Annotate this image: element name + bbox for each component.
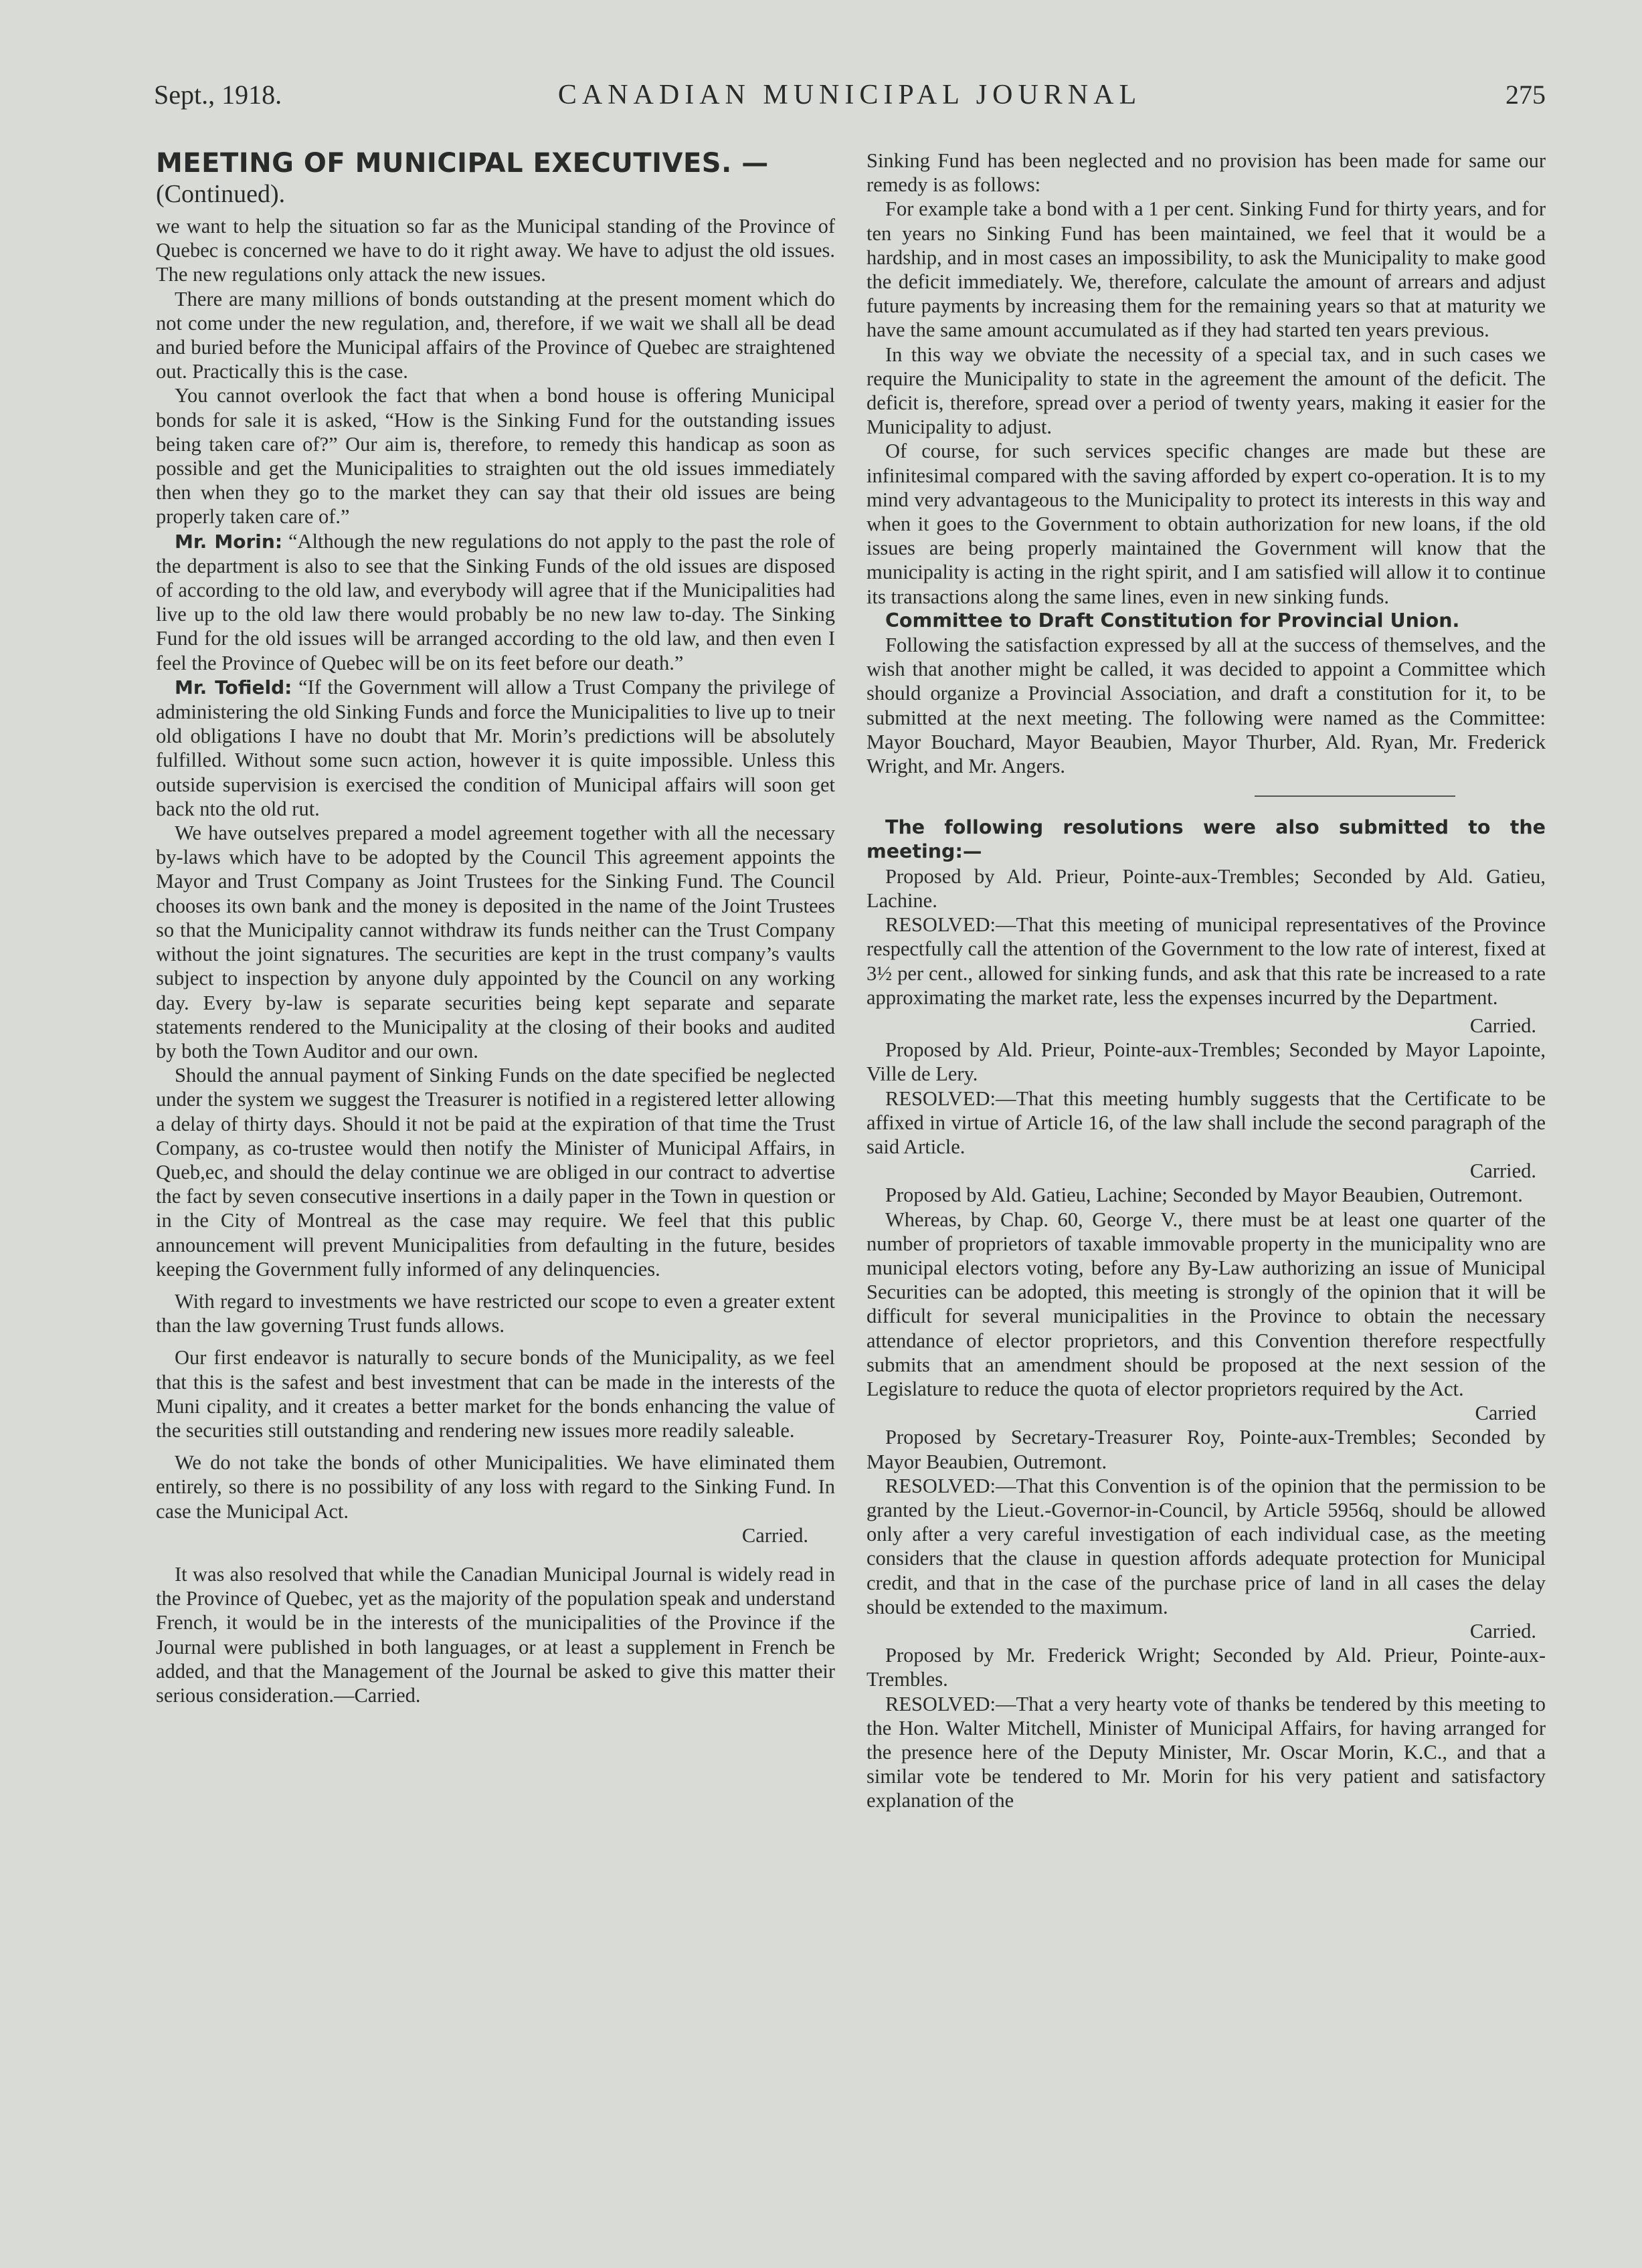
carried-label: Carried.: [741, 1523, 808, 1547]
paragraph: Our first endeavor is naturally to secure bonds of the Municipality, as we feel that this is the safest and best investment that can be made in the interests of the Muni cipality, and it creates a better market for the bonds enhancing the value of the securities still outstanding and rendering new issues more readily saleable.: [156, 1346, 835, 1442]
carried-label: Carried.: [1469, 1159, 1536, 1183]
section-divider: [1255, 795, 1455, 797]
section-heading-committee: Committee to Draft Constitution for Provincial Union.: [885, 609, 1460, 632]
speaker-name: Mr. Morin:: [175, 530, 283, 553]
speaker-name: Mr. Tofield:: [175, 676, 292, 698]
paragraph: It was also resolved that while the Canadian Municipal Journal is widely read in the Province of Quebec, yet as the majority of the population speak and understand French, it would be in the interests of the municipalities of the Province if the Journal were published in both languages, or at least a supplement in French be added, and that the Management of the Journal be asked to give this matter their serious consideration.—Carried.: [156, 1562, 835, 1707]
resolution-proposed: Proposed by Secretary-Treasurer Roy, Pointe-aux-Trembles; Seconded by Mayor Beaubien, Outremont.: [866, 1426, 1546, 1473]
paragraph: There are many millions of bonds outstanding at the present moment which do not come under the new regulation, and, therefore, if we wait we shall all be dead and buried before the Municipal affairs of the Province of Quebec are straightened out. Practically this is the case.: [156, 287, 835, 383]
speech-text: “If the Government will allow a Trust Company the privilege of administering the old Sinking Funds and force the Municipalities to live up to tneir old obligations I have no doubt that Mr. Morin’s predictions will be absolutely fulfilled. Without some sucn action, however it is quite impossible. Unless this outside supervision is exercised the condition of Municipal affairs will soon get back nto the old rut.: [156, 675, 835, 820]
resolution-text: Whereas, by Chap. 60, George V., there must be at least one quarter of the number of proprietors of taxable immovable property in the municipality wno are municipal electors voting, before any By-Law authorizing an issue of Municipal Securities can be adopted, this meeting is strongly of the opinion that it will be difficult for several municipalities in the Province to obtain the necessary attendance of elector proprietors, and this Convention therefore respectfully submits that an amendment should be proposed at the next session of the Legislature to reduce the quota of elector proprietors required by the Act.: [866, 1208, 1546, 1400]
resolution-text: RESOLVED:—That a very hearty vote of thanks be tendered by this meeting to the Hon. Walter Mitchell, Minister of Municipal Affairs, for having arranged for the presence here of the Deputy Minister, Mr. Oscar Morin, K.C., and that a similar vote be tendered to Mr. Morin for his very patient and satisfactory explanation of the: [866, 1692, 1546, 1812]
speech-text: “Although the new regulations do not apply to the past the role of the department is also to see that the Sinking Funds of the old issues are disposed of according to the old law, and everybody will agree that if the Municipalities had live up to the old law there would probably be no new law to-day. The Sinking Fund for the old issues will be arranged according to the old law, and then even I feel the Province of Quebec will be on its feet before our death.”: [156, 529, 835, 674]
carried-label: Carried.: [1469, 1014, 1536, 1037]
carried-label: Carried.: [1469, 1619, 1536, 1642]
resolution-text: RESOLVED:—That this Convention is of the opinion that the permission to be granted by the Lieut.-Governor-in-Council, by Article 5956q, should be allowed only after a very careful investigation of each individual case, as the meeting considers that the clause in question affords adequate protection for Municipal credit, and that in the case of the purchase price of land in all cases the delay should be extended to the maximum.: [866, 1474, 1546, 1618]
paragraph: With regard to investments we have restricted our scope to even a greater extent than the law governing Trust funds allows.: [156, 1289, 835, 1337]
resolution-proposed: Proposed by Ald. Prieur, Pointe-aux-Trembles; Seconded by Mayor Lapointe, Ville de Lery.: [866, 1038, 1546, 1086]
paragraph: You cannot overlook the fact that when a bond house is offering Municipal bonds for sale it is asked, “How is the Sinking Fund for the outstanding issues being taken care of?” Our aim is, therefore, to remedy this handicap as soon as possible and get the Municipalities to straighten out the old issues immediately then when they go to the market they can say that their old issues are being properly taken care of.”: [156, 384, 835, 529]
paragraph: We have outselves prepared a model agreement together with all the necessary by-laws which have to be adopted by the Council This agreement appoints the Mayor and Trust Company as Joint Trustees for the Sinking Fund. The Council chooses its own bank and the money is deposited in the name of the Joint Trustees so that the Municipality cannot withdraw its funds neither can the Trust Company without the joint signatures. The securities are kept in the trust company’s vaults subject to inspection by anyone duly appointed by the Council on any working day. Every by-law is separate securities being kept separate and separate statements rendered to the Municipality at the closing of their books and audited by both the Town Auditor and our own.: [156, 822, 835, 1062]
article-subheadline: (Continued).: [156, 180, 286, 208]
paragraph: Of course, for such services specific changes are made but these are infinitesimal compared with the saving afforded by expert co-operation. It is to my mind very advantageous to the Municipality to protect its interests in this way and when it goes to the Government to obtain authorization for new loans, if the old issues are being properly maintained the Government will know that the municipality is acting in the right spirit, and I am satisfied will allow it to continue its transactions along the same lines, even in new sinking funds.: [866, 440, 1546, 608]
paragraph: We do not take the bonds of other Municipalities. We have eliminated them entirely, so there is no possibility of any loss with regard to the Sinking Fund. In case the Municipal Act.: [156, 1451, 835, 1523]
paragraph: For example take a bond with a 1 per cent. Sinking Fund for thirty years, and for ten years no Sinking Fund has been maintained, we feel that it would be a hardship, and in most cases an impossibility, to ask the Municipality to make good the deficit immediately. We, therefore, calculate the amount of arrears and adjust future payments by increasing them for the remaining years so that at maturity we have the same amount accumulated as if they had started ten years previous.: [866, 197, 1546, 342]
resolution-proposed: Proposed by Ald. Prieur, Pointe-aux-Trembles; Seconded by Ald. Gatieu, Lachine.: [866, 864, 1546, 912]
issue-date: Sept., 1918.: [154, 80, 282, 110]
resolution-text: RESOLVED:—That this meeting of municipal representatives of the Province respectfully call the attention of the Government to the low rate of interest, fixed at 3½ per cent., allowed for sinking funds, and ask that this rate be increased to a rate approximating the market rate, less the expenses incurred by the Department.: [866, 913, 1546, 1009]
paragraph: Should the annual payment of Sinking Funds on the date specified be neglected under the system we suggest the Treasurer is notified in a registered letter allowing a delay of thirty days. Should it not be paid at the expiration of that time the Trust Company, as co-trustee would then notify the Minister of Municipal Affairs, in Queb,ec, and should the delay continue we are obliged in our contract to advertise the fact by seven consecutive insertions in a daily paper in the Town in question or in the City of Montreal as the case may require. We feel that this public announcement will prevent Municipalities from defaulting in the future, besides keeping the Government fully informed of any delinquencies.: [156, 1064, 835, 1281]
resolution-text: RESOLVED:—That this meeting humbly suggests that the Certificate to be affixed in virtue of Article 16, of the law shall include the second paragraph of the said Article.: [866, 1086, 1546, 1158]
left-column: [156, 149, 835, 1707]
right-column: [866, 149, 1546, 1813]
journal-title: CANADIAN MUNICIPAL JOURNAL: [557, 80, 1142, 110]
paragraph: we want to help the situation so far as the Municipal standing of the Province of Quebec is concerned we have to do it right away. We have to adjust the old issues. The new regulations only attack the new issues.: [156, 215, 835, 286]
resolution-proposed: Proposed by Mr. Frederick Wright; Seconded by Ald. Prieur, Pointe-aux-Trembles.: [866, 1644, 1546, 1691]
resolution-proposed: Proposed by Ald. Gatieu, Lachine; Seconded by Mayor Beaubien, Outremont.: [885, 1184, 1523, 1207]
running-head: [154, 79, 1546, 119]
paragraph-morin: [156, 529, 835, 675]
article-headline: MEETING OF MUNICIPAL EXECUTIVES. —: [156, 148, 769, 179]
section-heading-resolutions: The following resolutions were also submitted to the meeting:—: [866, 816, 1546, 863]
paragraph: Following the satisfaction expressed by all at the success of themselves, and the wish that another might be called, it was decided to appoint a Committee which should organize a Provincial Association, and draft a constitution for it, to be submitted at the next meeting. The following were named as the Committee: Mayor Bouchard, Mayor Beaubien, Mayor Thurber, Ald. Ryan, Mr. Frederick Wright, and Mr. Angers.: [866, 634, 1546, 778]
paragraph: Sinking Fund has been neglected and no provision has been made for same our remedy is as follows:: [866, 149, 1546, 197]
page-number: 275: [1506, 80, 1546, 110]
carried-label: Carried: [1475, 1402, 1536, 1425]
paragraph: In this way we obviate the necessity of a special tax, and in such cases we require the Municipality to state in the agreement the amount of the deficit. The deficit is, therefore, spread over a period of twenty years, making it easier for the Municipality to adjust.: [866, 343, 1546, 439]
paragraph-tofield: [156, 675, 835, 821]
